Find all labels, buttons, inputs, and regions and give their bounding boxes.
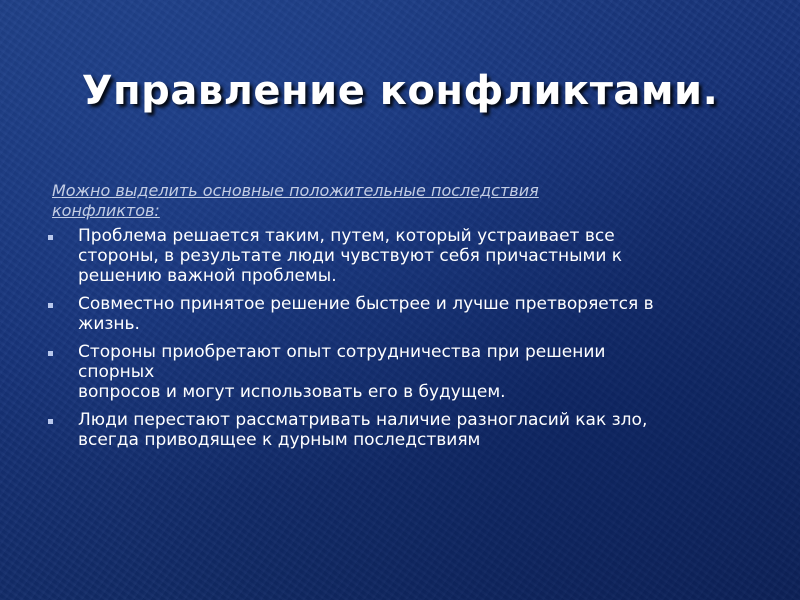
bullet-line: Стороны приобретают опыт сотрудничества при решении [78,342,606,362]
bullet-item [46,294,746,334]
slide-title: Управление конфликтами. [81,68,719,114]
bullet-line: Люди перестают рассматривать наличие разногласий как зло, [78,410,648,430]
bullet-line: Проблема решается таким, путем, который устраивает все [78,226,615,246]
square-bullet-icon [48,351,53,356]
intro-text [52,181,714,221]
bullet-line: всегда приводящее к дурным последствиям [78,430,481,450]
bullet-line: Совместно принятое решение быстрее и лучше претворяется в [78,294,654,314]
bullet-line: стороны, в результате люди чувствуют себя причастными к [78,246,623,266]
intro-line: конфликтов: [52,201,160,220]
square-bullet-icon [48,235,53,240]
bullet-item [46,410,746,450]
intro-line: Можно выделить основные положительные последствия [52,181,539,200]
bullet-list [46,226,746,458]
bullet-line: спорных [78,362,155,382]
bullet-line: жизнь. [78,314,140,334]
bullet-item [46,342,746,402]
square-bullet-icon [48,419,53,424]
bullet-line: решению важной проблемы. [78,266,337,286]
bullet-item [46,226,746,286]
square-bullet-icon [48,303,53,308]
bullet-line: вопросов и могут использовать его в будущем. [78,382,506,402]
